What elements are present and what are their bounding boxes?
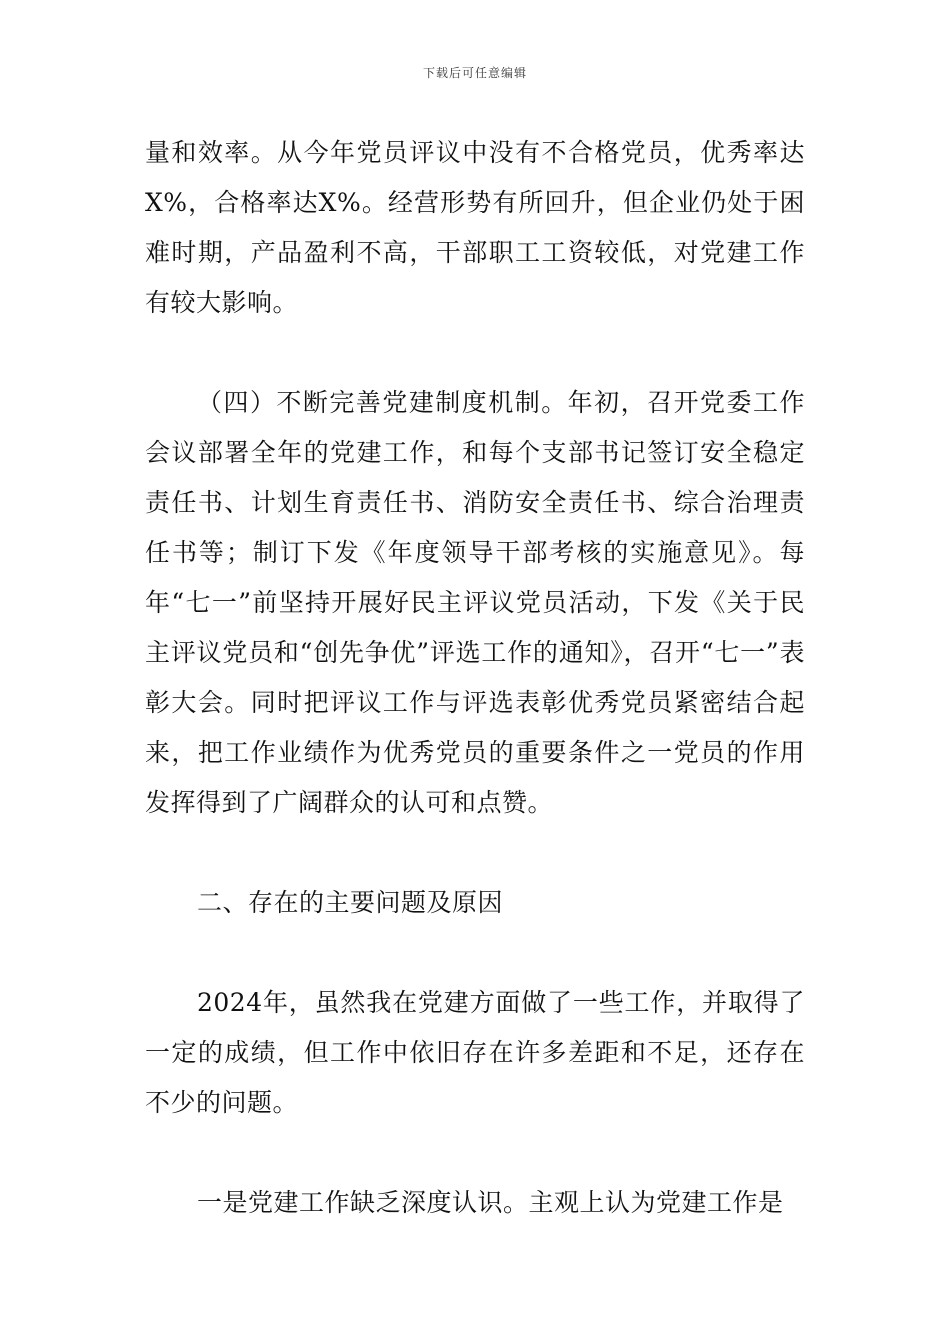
paragraph-section-four: （四）不断完善党建制度机制。年初，召开党委工作会议部署全年的党建工作，和每个支部书记签订安全稳定责任书、计划生育责任书、消防安全责任书、综合治理责任书等；制订下发《年度领导干部考核的实施意见》。每年“七一”前坚持开展好民主评议党员活动，下发《关于民主评议党员和“创先争优”评选工作的通知》，召开“七一”表彰大会。同时把评议工作与评选表彰优秀党员紧密结合起来，把工作业绩作为优秀党员的重要条件之一党员的作用发挥得到了广阔群众的认可和点赞。 bbox=[145, 388, 805, 817]
page-header-note: 下载后可任意编辑 bbox=[422, 66, 527, 80]
paragraph-problem-one: 一是党建工作缺乏深度认识。主观上认为党建工作是 bbox=[197, 1188, 784, 1217]
document-body bbox=[145, 128, 805, 1228]
paragraph-problems-intro: 2024年，虽然我在党建方面做了一些工作，并取得了一定的成绩，但工作中依旧存在许多差距和不足，还存在不少的问题。 bbox=[145, 988, 805, 1117]
section-heading-problems: 二、存在的主要问题及原因 bbox=[197, 888, 504, 917]
paragraph-continuation: 量和效率。从今年党员评议中没有不合格党员，优秀率达X%，合格率达X%。经营形势有所回升，但企业仍处于困难时期，产品盈利不高，干部职工工资较低，对党建工作有较大影响。 bbox=[145, 138, 805, 317]
